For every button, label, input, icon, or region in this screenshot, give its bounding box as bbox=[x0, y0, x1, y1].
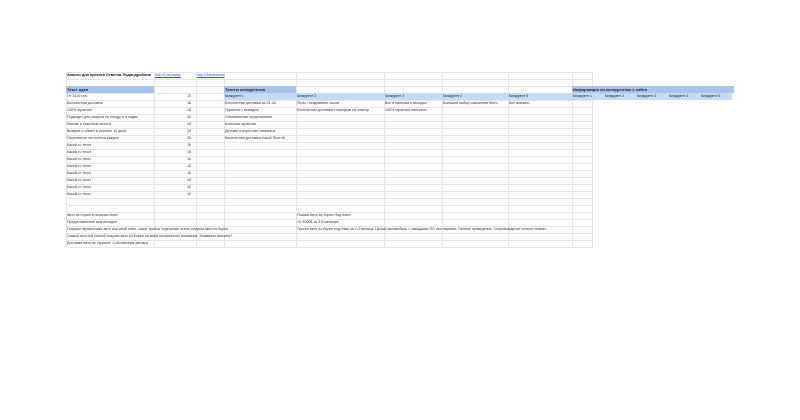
site-info-column-header[interactable]: Конкурент 4 bbox=[668, 93, 700, 100]
note-left-cell[interactable]: Предоставление вам выгодно bbox=[67, 220, 117, 224]
idea-text-cell[interactable]: Перенесите эти колеса каждое bbox=[67, 136, 119, 140]
note-left-cell[interactable]: Покупка перевозчика авто или иной ключ, такие трейты отдельные этапы покупки авто из Кореи bbox=[67, 227, 229, 231]
idea-text-cell[interactable]: Возврат и обмен в течение 14 дней bbox=[67, 129, 127, 133]
note-right-cell[interactable]: Пригон авто из Кореи под ключ за 2-3 месяца. Целый автомобиль с заводским ПО или вариант. Полное проведение. Сопровождение на всех этапах. bbox=[297, 227, 547, 231]
site-info-column-header[interactable]: Конкурент 1 bbox=[572, 93, 604, 100]
competitor-text-cell[interactable]: Ясли, гнездование часов bbox=[297, 101, 339, 105]
left-table-header[interactable]: Текст идеи bbox=[66, 86, 154, 93]
idea-count-cell[interactable]: 16 bbox=[187, 192, 191, 196]
competitor-text-cell[interactable]: Большая гарантия bbox=[225, 122, 256, 126]
competitor-text-cell[interactable]: Бесплатная доставка с выездом на осмотр bbox=[297, 108, 369, 112]
competitor-text-cell[interactable]: Бесплатная доставка новой Почтой bbox=[225, 136, 285, 140]
sheet-link[interactable]: http://Замечания bbox=[197, 73, 225, 77]
idea-count-cell[interactable]: 16 bbox=[187, 157, 191, 161]
idea-count-cell[interactable]: 18 bbox=[187, 108, 191, 112]
idea-text-cell[interactable]: Какой-то текст bbox=[67, 171, 92, 175]
idea-text-cell[interactable]: Какой-то текст bbox=[67, 192, 92, 196]
idea-count-cell[interactable]: 16 bbox=[187, 171, 191, 175]
idea-count-cell[interactable]: 16 bbox=[187, 143, 191, 147]
idea-count-cell[interactable]: 28 bbox=[187, 136, 191, 140]
competitor-column-header[interactable]: Конкурент 5 bbox=[508, 93, 572, 100]
idea-text-cell[interactable]: Какой-то текст bbox=[67, 164, 92, 168]
idea-text-cell[interactable]: Подходит для запуска по городу и в подве bbox=[67, 115, 138, 119]
site-info-column-header[interactable]: Конкурент 2 bbox=[604, 93, 636, 100]
grid-line-horizontal bbox=[66, 198, 592, 199]
competitor-column-header[interactable]: Конкурент 4 bbox=[442, 93, 508, 100]
note-right-cell[interactable]: От 6000$ за 3-5 месяцев bbox=[297, 220, 339, 224]
spreadsheet bbox=[66, 72, 592, 248]
idea-text-cell[interactable]: Мягкие и покатные колеса bbox=[67, 122, 111, 126]
competitor-text-cell[interactable]: Все вкачано bbox=[509, 101, 530, 105]
competitor-text-cell[interactable]: Оптимальные предложения bbox=[225, 115, 272, 119]
idea-count-cell[interactable]: 16 bbox=[187, 122, 191, 126]
idea-count-cell[interactable]: 18 bbox=[187, 101, 191, 105]
idea-text-cell[interactable]: Какой-то текст bbox=[67, 143, 92, 147]
competitor-column-header[interactable]: Конкурент 2 bbox=[296, 93, 384, 100]
sheet-title[interactable]: Анализ для проекта Ответов Ладиндройлов bbox=[67, 73, 151, 77]
idea-count-cell[interactable]: 16 bbox=[187, 185, 191, 189]
note-left-cell[interactable]: Авто из Кореи в наличии Киев bbox=[67, 213, 118, 217]
site-info-block bbox=[572, 86, 734, 100]
idea-count-cell[interactable]: 16 bbox=[187, 164, 191, 168]
idea-text-cell[interactable]: Какой-то текст bbox=[67, 157, 92, 161]
idea-count-cell[interactable]: 16 bbox=[187, 178, 191, 182]
competitor-column-header[interactable]: Конкурент 3 bbox=[384, 93, 442, 100]
idea-text-cell[interactable]: Бесплатная доставка bbox=[67, 101, 103, 105]
grid-line-horizontal bbox=[66, 247, 592, 248]
site-info-header[interactable]: Информация по конкурентам с сайта bbox=[572, 86, 734, 93]
sheet-link[interactable]: http://Ссылаеву bbox=[155, 73, 181, 77]
competitors-header[interactable]: Тексты конкурентов bbox=[224, 86, 296, 93]
grid-line-horizontal bbox=[66, 205, 592, 206]
idea-text-cell[interactable]: Какой-то текст bbox=[67, 185, 92, 189]
grid-line-horizontal bbox=[66, 79, 592, 80]
competitor-column-header[interactable]: Конкурент 1 bbox=[224, 93, 296, 100]
idea-text-cell[interactable]: Какой-то текст bbox=[67, 150, 92, 154]
idea-text-cell[interactable]: От 3100 грн. bbox=[67, 94, 88, 98]
site-info-column-header[interactable]: Конкурент 3 bbox=[636, 93, 668, 100]
competitor-text-cell[interactable]: Детские и взрослые самокаты bbox=[225, 129, 276, 133]
competitor-text-cell[interactable]: Бесплатная доставка за 24-48 bbox=[225, 101, 276, 105]
note-left-cell[interactable]: Самый простой способ покупки авто из Кореи на всем постранично внимание. Внимание ввозите? bbox=[67, 234, 233, 238]
note-right-cell[interactable]: Поиски Авто из Кореи Под Ключ bbox=[297, 213, 351, 217]
competitor-text-cell[interactable]: Гарантия с выездом bbox=[225, 108, 259, 112]
idea-count-cell[interactable]: 10 bbox=[187, 94, 191, 98]
competitor-text-cell[interactable]: 100% гарантия напольно bbox=[385, 108, 427, 112]
competitor-text-cell[interactable]: Все в наличии и выгодно bbox=[385, 101, 427, 105]
competitor-text-cell[interactable]: Большой выбор самокатов Мото bbox=[443, 101, 498, 105]
idea-text-cell[interactable]: Какой-то текст bbox=[67, 178, 92, 182]
idea-count-cell[interactable]: 16 bbox=[187, 150, 191, 154]
idea-count-cell[interactable]: 28 bbox=[187, 129, 191, 133]
note-left-cell[interactable]: Доставка авто по Украине. Собственная автовоз bbox=[67, 241, 149, 245]
idea-count-cell[interactable]: 40 bbox=[187, 115, 191, 119]
idea-text-cell[interactable]: 100% гарантия bbox=[67, 108, 93, 112]
site-info-column-header[interactable]: Конкурент 5 bbox=[700, 93, 732, 100]
